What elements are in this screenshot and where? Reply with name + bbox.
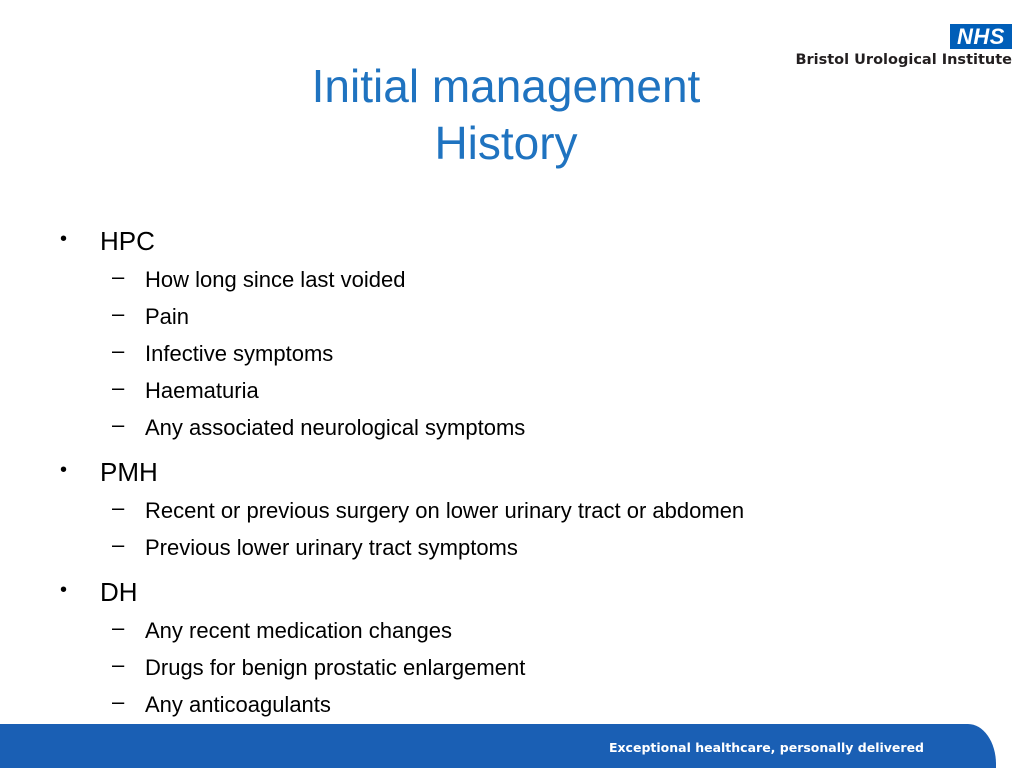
nhs-mark: NHS [950, 24, 1012, 49]
bullet-heading: HPC [100, 226, 155, 256]
sub-list [60, 613, 960, 724]
dash-icon: – [112, 412, 125, 437]
bullet-item [60, 222, 960, 260]
footer-tagline: Exceptional healthcare, personally delivered [608, 740, 924, 755]
sub-item [112, 613, 960, 650]
sub-item [112, 410, 960, 447]
sub-item-text: Any associated neurological symptoms [145, 415, 526, 440]
section-pmh [60, 453, 960, 567]
institute-name: Bristol Urological Institute [795, 52, 1012, 68]
dash-icon: – [112, 264, 125, 289]
sub-item-text: Any anticoagulants [145, 692, 331, 717]
sub-item-text: Haematuria [145, 378, 259, 403]
title-line-2: History [434, 117, 578, 169]
section-dh [60, 573, 960, 724]
sub-item [112, 650, 960, 687]
sub-item-text: Infective symptoms [145, 341, 334, 366]
bullet-dot-icon: • [60, 579, 68, 601]
sub-item-text: How long since last voided [145, 267, 406, 292]
footer-band [0, 724, 996, 768]
section-hpc [60, 222, 960, 447]
sub-item [112, 299, 960, 336]
dash-icon: – [112, 301, 125, 326]
bullet-heading: PMH [100, 457, 158, 487]
sub-item [112, 373, 960, 410]
sub-list [60, 262, 960, 447]
sub-item [112, 262, 960, 299]
sub-item-text: Previous lower urinary tract symptoms [145, 535, 518, 560]
sub-list [60, 493, 960, 567]
title-line-1: Initial management [311, 60, 701, 112]
sub-item-text: Pain [145, 304, 190, 329]
bullet-item [60, 453, 960, 491]
sub-item [112, 530, 960, 567]
bullet-dot-icon: • [60, 228, 68, 250]
bullet-item [60, 573, 960, 611]
bullet-heading: DH [100, 577, 138, 607]
dash-icon: – [112, 495, 125, 520]
dash-icon: – [112, 532, 125, 557]
dash-icon: – [112, 375, 125, 400]
sub-item-text: Drugs for benign prostatic enlargement [145, 655, 526, 680]
dash-icon: – [112, 338, 125, 363]
sub-item-text: Recent or previous surgery on lower urinary tract or abdomen [145, 498, 745, 523]
bullet-content [60, 222, 960, 730]
slide-title [0, 58, 1012, 172]
dash-icon: – [112, 689, 125, 714]
dash-icon: – [112, 615, 125, 640]
dash-icon: – [112, 652, 125, 677]
bullet-dot-icon: • [60, 459, 68, 481]
sub-item [112, 493, 960, 530]
sub-item [112, 687, 960, 724]
sub-item [112, 336, 960, 373]
sub-item-text: Any recent medication changes [145, 618, 452, 643]
